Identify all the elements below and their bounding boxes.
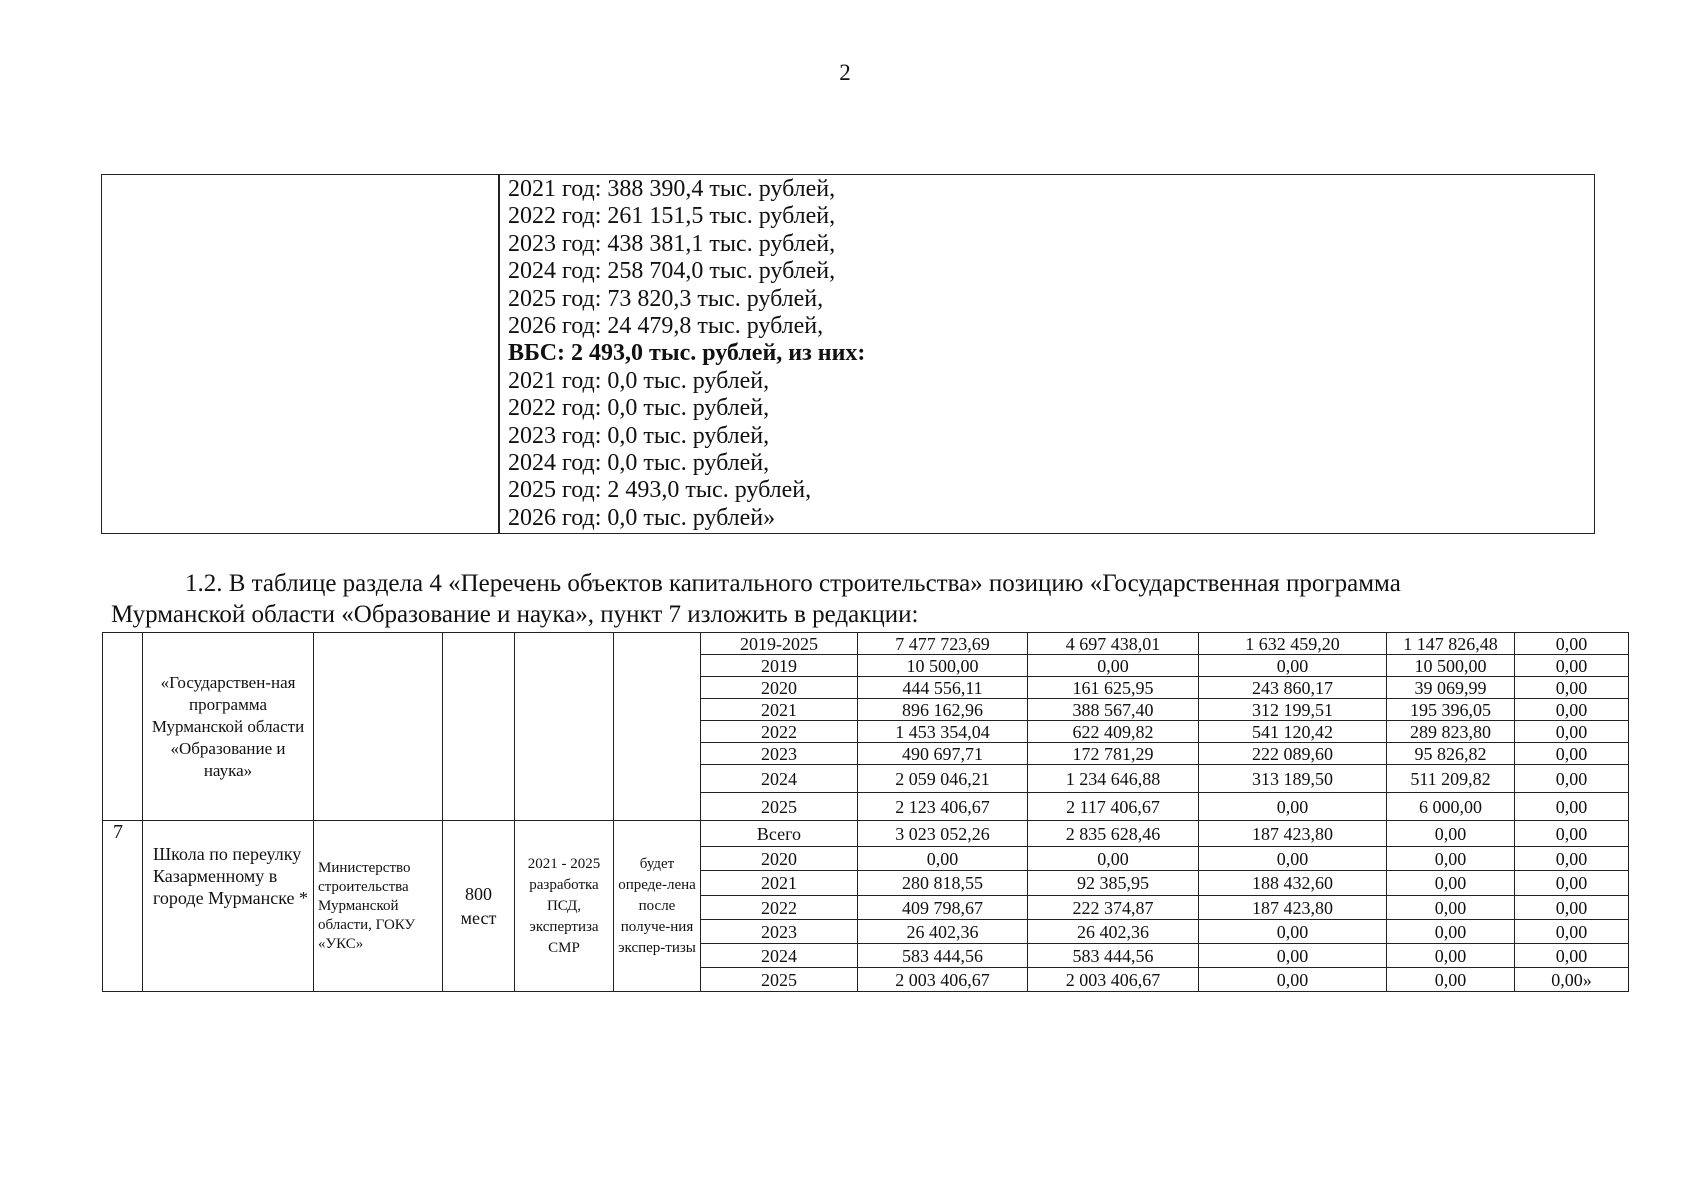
amount-cell: 0,00 [1387,920,1515,944]
year-cell: 2020 [701,677,858,699]
amount-cell: 0,00 [1515,721,1629,743]
amount-cell: 0,00 [1515,871,1629,896]
amount-cell: 95 826,82 [1387,743,1515,765]
year-cell: 2020 [701,847,858,871]
amount-cell: 6 000,00 [1387,793,1515,821]
funding-line: 2025 год: 2 493,0 тыс. рублей, [508,477,812,504]
amount-cell: 0,00 [1199,968,1387,992]
amount-cell: 2 059 046,21 [858,765,1028,793]
amount-cell: 490 697,71 [858,743,1028,765]
item-customer: Министерство строительства Мурманской области, ГОКУ «УКС» [314,821,443,992]
year-cell: 2021 [701,871,858,896]
amount-cell: 0,00 [1515,743,1629,765]
year-cell: 2023 [701,920,858,944]
paragraph-line-1: 1.2. В таблице раздела 4 «Перечень объектов капитального строительства» позицию «Государственная программа [185,570,1401,597]
item-number: 7 [103,821,143,992]
amount-cell: 0,00 [1199,793,1387,821]
amount-cell: 187 423,80 [1199,821,1387,847]
amount-cell: 583 444,56 [1028,944,1199,968]
amount-cell: 409 798,67 [858,896,1028,920]
amount-cell: 0,00 [1515,633,1629,655]
amount-cell: 0,00 [1387,847,1515,871]
amount-cell: 222 374,87 [1028,896,1199,920]
amount-cell: 1 453 354,04 [858,721,1028,743]
amount-cell: 26 402,36 [1028,920,1199,944]
amount-cell: 0,00 [1515,677,1629,699]
amount-cell: 388 567,40 [1028,699,1199,721]
amount-cell: 2 003 406,67 [858,968,1028,992]
funding-line: 2026 год: 24 479,8 тыс. рублей, [508,313,824,340]
amount-cell: 0,00 [1028,847,1199,871]
amount-cell: 0,00 [1515,847,1629,871]
funding-line: 2021 год: 0,0 тыс. рублей, [508,367,770,394]
funding-line: 2023 год: 0,0 тыс. рублей, [508,422,770,449]
funding-lines [508,176,865,532]
amount-cell: 511 209,82 [1387,765,1515,793]
stage-cell [515,633,614,821]
amount-cell: 896 162,96 [858,699,1028,721]
amendment-paragraph [111,568,1591,630]
amount-cell: 2 117 406,67 [1028,793,1199,821]
amount-cell: 583 444,56 [858,944,1028,968]
year-cell: 2023 [701,743,858,765]
amount-cell: 444 556,11 [858,677,1028,699]
program-row [103,633,1629,655]
funding-line: 2021 год: 388 390,4 тыс. рублей, [508,176,836,202]
amount-cell: 1 632 459,20 [1199,633,1387,655]
amount-cell: 188 432,60 [1199,871,1387,896]
funding-line: 2026 год: 0,0 тыс. рублей» [508,504,776,531]
amount-cell: 0,00 [1199,847,1387,871]
funding-line: 2025 год: 73 820,3 тыс. рублей, [508,285,824,312]
year-cell: 2021 [701,699,858,721]
year-cell: 2024 [701,944,858,968]
amount-cell: 2 835 628,46 [1028,821,1199,847]
amount-cell: 0,00 [1515,655,1629,677]
amount-cell: 172 781,29 [1028,743,1199,765]
amount-cell: 0,00 [1387,821,1515,847]
amount-cell: 2 003 406,67 [1028,968,1199,992]
amount-cell: 92 385,95 [1028,871,1199,896]
year-cell: 2025 [701,968,858,992]
amount-cell: 7 477 723,69 [858,633,1028,655]
amount-cell: 0,00 [1515,821,1629,847]
amount-cell: 39 069,99 [1387,677,1515,699]
amount-cell: 243 860,17 [1199,677,1387,699]
amount-cell: 0,00 [1387,968,1515,992]
row-number-cell [103,633,143,821]
amount-cell: 0,00 [1387,944,1515,968]
funding-line: 2024 год: 0,0 тыс. рублей, [508,450,770,477]
year-cell: 2025 [701,793,858,821]
item-stage: 2021 - 2025 разработка ПСД, экспертиза СМР [515,821,614,992]
funding-line: 2022 год: 261 151,5 тыс. рублей, [508,203,836,230]
year-cell: Всего [701,821,858,847]
amount-cell: 161 625,95 [1028,677,1199,699]
amount-cell: 289 823,80 [1387,721,1515,743]
cost-cell [614,633,701,821]
customer-cell [314,633,443,821]
year-cell: 2019-2025 [701,633,858,655]
amount-cell: 10 500,00 [1387,655,1515,677]
amount-cell: 0,00 [1515,793,1629,821]
funding-line: 2022 год: 0,0 тыс. рублей, [508,395,770,422]
item-cost: будет опреде-лена после получе-ния экспер-тизы [614,821,701,992]
page-number: 2 [839,60,851,85]
amount-cell: 0,00 [1515,944,1629,968]
amount-cell: 312 199,51 [1199,699,1387,721]
amount-cell: 313 189,50 [1199,765,1387,793]
item-row [103,821,1629,847]
year-cell: 2019 [701,655,858,677]
amount-cell: 1 234 646,88 [1028,765,1199,793]
item-capacity: 800 мест [443,821,515,992]
amount-cell: 10 500,00 [858,655,1028,677]
amount-cell: 280 818,55 [858,871,1028,896]
year-cell: 2024 [701,765,858,793]
amount-cell: 0,00 [858,847,1028,871]
amount-cell: 0,00 [1515,896,1629,920]
capacity-cell [443,633,515,821]
upper-column-divider [498,175,500,533]
amount-cell: 0,00 [1028,655,1199,677]
program-name: «Государствен-ная программа Мурманской области «Образование и наука» [143,633,314,821]
amount-cell: 0,00 [1515,699,1629,721]
amount-cell: 0,00 [1515,765,1629,793]
amount-cell: 541 120,42 [1199,721,1387,743]
funding-line: 2024 год: 258 704,0 тыс. рублей, [508,258,836,285]
upper-table-fragment [101,174,1595,534]
amount-cell: 3 023 052,26 [858,821,1028,847]
amount-cell: 1 147 826,48 [1387,633,1515,655]
amount-cell: 195 396,05 [1387,699,1515,721]
amount-cell: 0,00 [1199,944,1387,968]
amount-cell: 0,00» [1515,968,1629,992]
year-cell: 2022 [701,896,858,920]
amount-cell: 0,00 [1387,896,1515,920]
funding-line: 2023 год: 438 381,1 тыс. рублей, [508,230,836,257]
amount-cell: 0,00 [1199,655,1387,677]
amount-cell: 0,00 [1387,871,1515,896]
amount-cell: 222 089,60 [1199,743,1387,765]
amount-cell: 2 123 406,67 [858,793,1028,821]
capital-construction-table [102,632,1629,992]
paragraph-line-2: Мурманской области «Образование и наука», пункт 7 изложить в редакции: [111,601,919,628]
year-cell: 2022 [701,721,858,743]
amount-cell: 622 409,82 [1028,721,1199,743]
amount-cell: 187 423,80 [1199,896,1387,920]
amount-cell: 0,00 [1515,920,1629,944]
amount-cell: 4 697 438,01 [1028,633,1199,655]
amount-cell: 0,00 [1199,920,1387,944]
funding-line: ВБС: 2 493,0 тыс. рублей, из них: [508,340,866,367]
item-name: Школа по переулку Казарменному в городе Мурманске * [143,821,314,992]
amount-cell: 26 402,36 [858,920,1028,944]
